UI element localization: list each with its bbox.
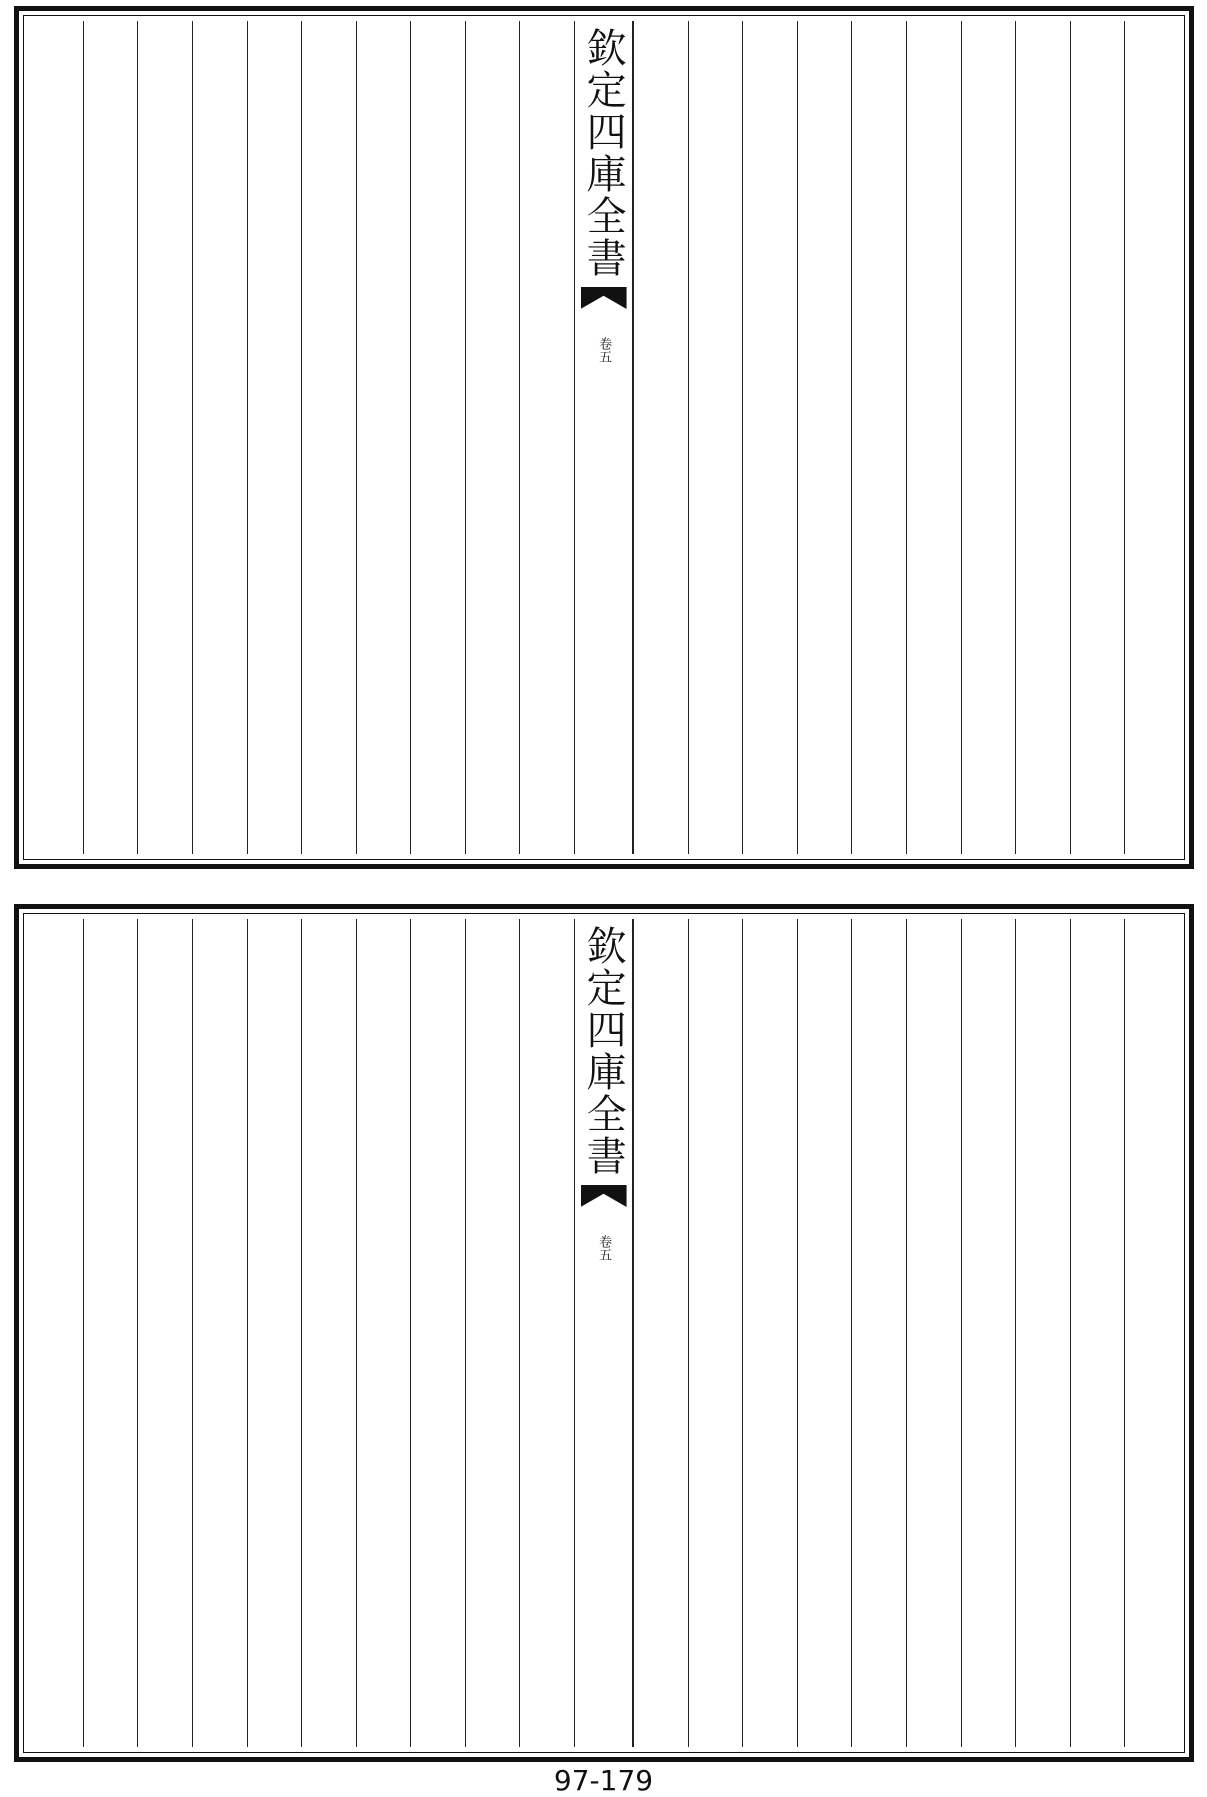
text-column	[247, 919, 302, 1747]
text-column	[851, 21, 906, 854]
text-column	[1124, 919, 1179, 1747]
text-column	[83, 21, 138, 854]
text-column	[633, 21, 688, 854]
center-banner	[574, 21, 633, 854]
center-banner	[574, 919, 633, 1747]
text-column	[519, 919, 574, 1747]
text-column	[742, 21, 797, 854]
text-column	[906, 919, 961, 1747]
banner-juan: 卷五	[596, 337, 612, 363]
page-panel-top	[14, 6, 1194, 869]
text-column	[301, 919, 356, 1747]
text-column	[465, 21, 520, 854]
text-column	[688, 919, 743, 1747]
text-column	[1124, 21, 1179, 854]
banner-title: 欽定四庫全書	[580, 27, 627, 279]
text-column	[29, 21, 83, 854]
text-column	[356, 21, 411, 854]
text-column	[137, 21, 192, 854]
text-column	[192, 919, 247, 1747]
text-column	[356, 919, 411, 1747]
text-column	[410, 919, 465, 1747]
text-column	[1070, 919, 1125, 1747]
text-column	[961, 919, 1016, 1747]
text-column	[192, 21, 247, 854]
text-column	[797, 21, 852, 854]
text-column	[410, 21, 465, 854]
banner-juan: 卷五	[596, 1235, 612, 1261]
text-column	[1015, 919, 1070, 1747]
text-column	[465, 919, 520, 1747]
text-column	[797, 919, 852, 1747]
text-column	[1015, 21, 1070, 854]
text-column	[137, 919, 192, 1747]
text-column	[29, 919, 83, 1747]
text-column	[301, 21, 356, 854]
text-column	[961, 21, 1016, 854]
text-column	[906, 21, 961, 854]
text-column	[1070, 21, 1125, 854]
page-panel-bottom	[14, 904, 1194, 1762]
text-column	[247, 21, 302, 854]
text-column	[519, 21, 574, 854]
text-column	[633, 919, 688, 1747]
text-column	[742, 919, 797, 1747]
banner-title: 欽定四庫全書	[580, 925, 627, 1177]
text-column	[688, 21, 743, 854]
text-column	[83, 919, 138, 1747]
text-column	[851, 919, 906, 1747]
fish-tail-mark-icon	[581, 1185, 627, 1207]
fish-tail-mark-icon	[581, 287, 627, 309]
page-number-footer: 97-179	[553, 1764, 654, 1797]
